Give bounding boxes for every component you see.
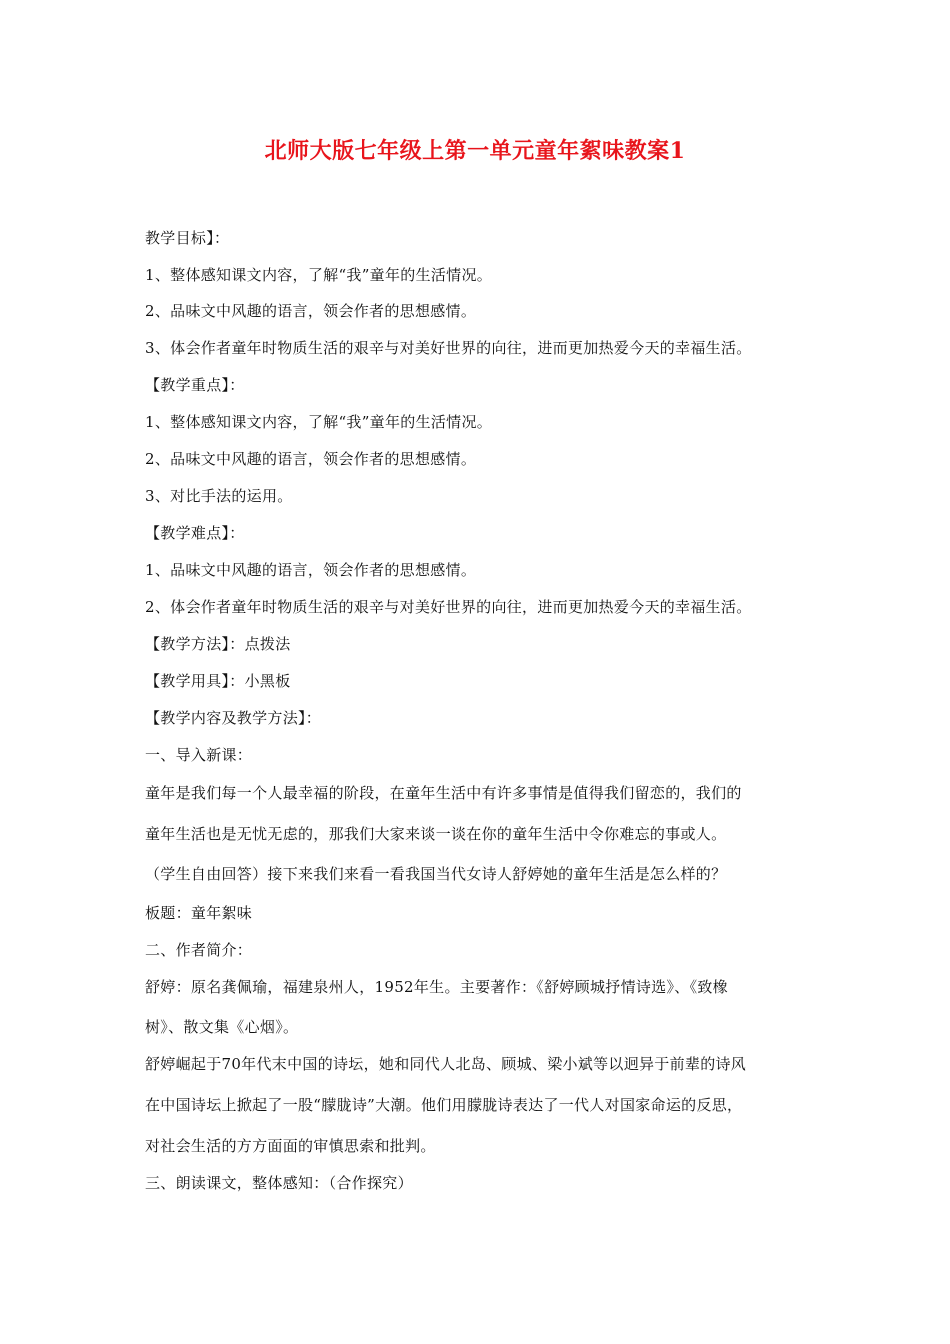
document-title: 北师大版七年级上第一单元童年絮味教案1: [264, 138, 686, 164]
text-line: 【教学重点】：: [145, 376, 245, 394]
text-line: 在中国诗坛上掀起了一股“朦胧诗”大潮。他们用朦胧诗表达了一代人对国家命运的反思，: [145, 1096, 743, 1114]
text-line: 2、品味文中风趣的语言，领会作者的思想感情。: [145, 450, 477, 468]
text-line: 1、整体感知课文内容，了解“我”童年的生活情况。: [145, 413, 493, 431]
text-line: 【教学内容及教学方法】：: [145, 709, 322, 727]
text-line: 二、作者简介：: [145, 941, 253, 959]
text-line: 板题：童年絮味: [145, 904, 253, 922]
text-line: 树》、散文集《心烟》。: [145, 1018, 299, 1036]
text-line: 3、体会作者童年时物质生活的艰辛与对美好世界的向往，进而更加热爱今天的幸福生活。: [145, 339, 752, 357]
text-line: 1、品味文中风趣的语言，领会作者的思想感情。: [145, 561, 477, 579]
text-line: 【教学方法】：点拨法: [145, 635, 291, 653]
text-line: 三、朗读课文，整体感知：（合作探究）: [145, 1174, 413, 1192]
text-line: 舒婷：原名龚佩瑜，福建泉州人，1952年生。主要著作：《舒婷顾城抒情诗选》、《致橡: [145, 978, 728, 996]
text-line: 教学目标】：: [145, 229, 230, 247]
text-line: 2、体会作者童年时物质生活的艰辛与对美好世界的向往，进而更加热爱今天的幸福生活。: [145, 598, 752, 616]
text-line: 舒婷崛起于70年代末中国的诗坛，她和同代人北岛、顾城、梁小斌等以迥异于前辈的诗风: [145, 1055, 747, 1073]
text-line: 2、品味文中风趣的语言，领会作者的思想感情。: [145, 302, 477, 320]
text-line: （学生自由回答）接下来我们来看一看我国当代女诗人舒婷她的童年生活是怎么样的？: [145, 865, 727, 883]
text-line: 【教学用具】：小黑板: [145, 672, 291, 690]
text-line: 3、对比手法的运用。: [145, 487, 293, 505]
text-line: 童年是我们每一个人最幸福的阶段，在童年生活中有许多事情是值得我们留恋的，我们的: [145, 784, 742, 802]
text-line: 童年生活也是无忧无虑的，那我们大家来谈一谈在你的童年生活中令你难忘的事或人。: [145, 825, 727, 843]
text-line: 一、导入新课：: [145, 746, 253, 764]
text-line: 对社会生活的方方面面的审慎思索和批判。: [145, 1137, 436, 1155]
text-line: 1、整体感知课文内容，了解“我”童年的生活情况。: [145, 266, 493, 284]
text-line: 【教学难点】：: [145, 524, 245, 542]
